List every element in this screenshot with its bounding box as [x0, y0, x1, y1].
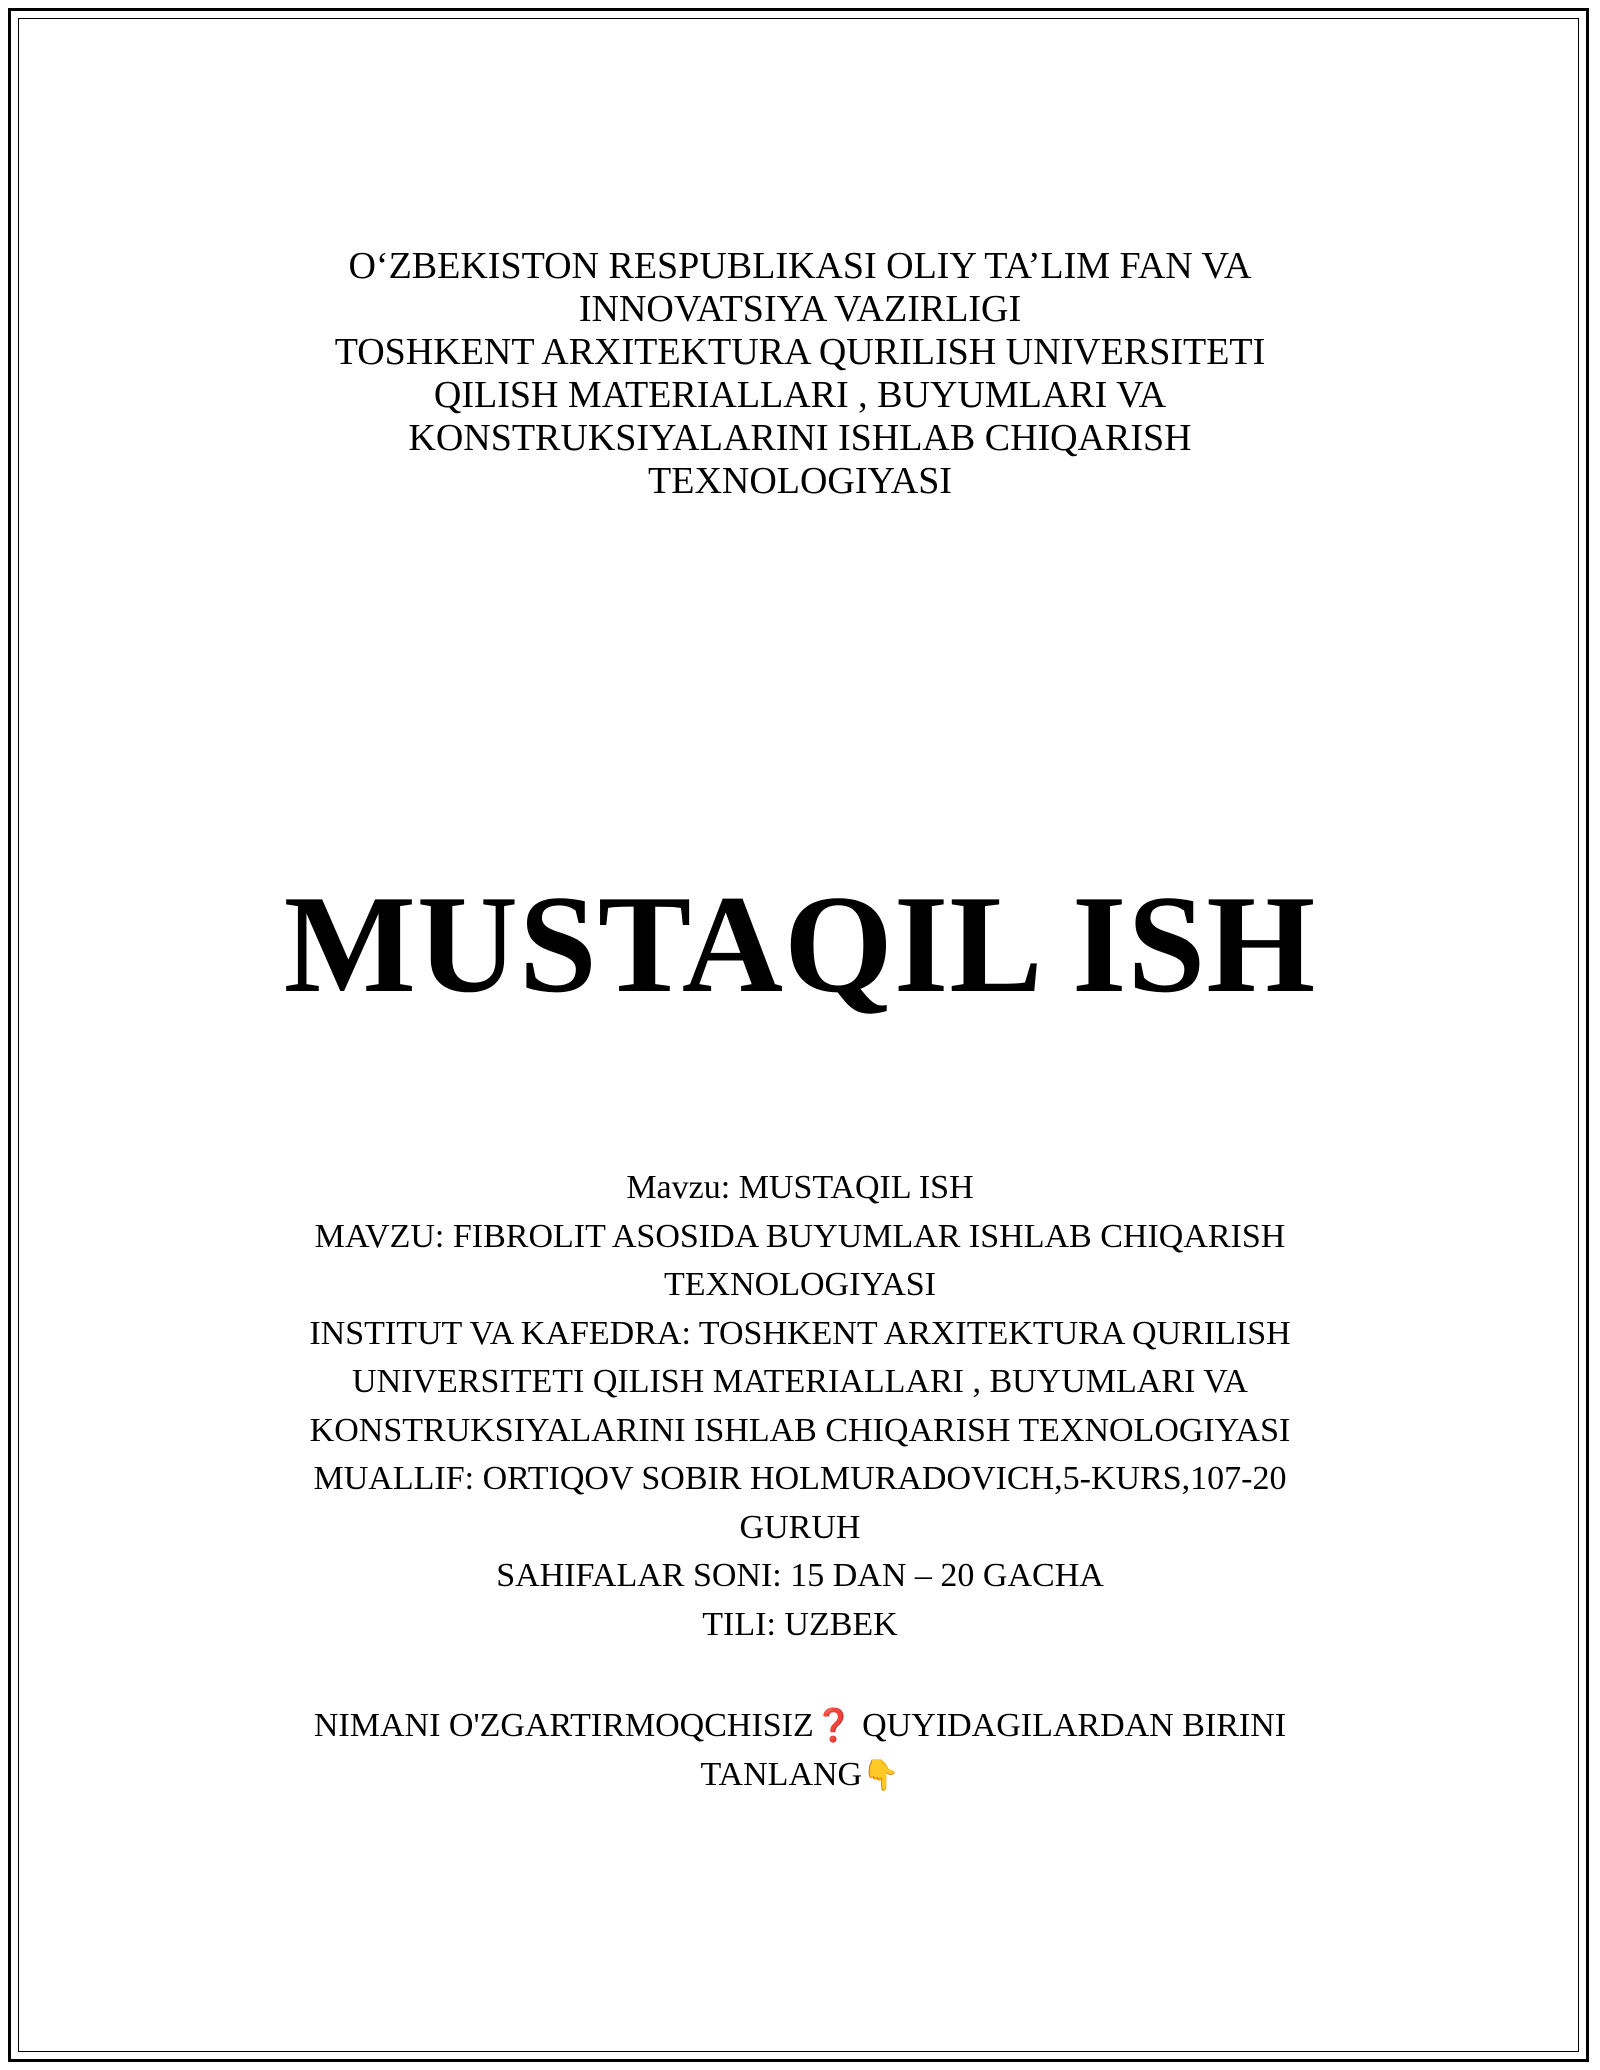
details-line: INSTITUT VA KAFEDRA: TOSHKENT ARXITEKTURA QURILISH: [309, 1314, 1291, 1352]
header-line: QILISH MATERIALLARI , BUYUMLARI VA: [433, 374, 1167, 416]
prompt-text: QUYIDAGILARDAN BIRINI: [853, 1707, 1287, 1744]
work-details: [0, 1164, 1600, 1649]
pointing-down-icon: 👇: [862, 1757, 900, 1793]
header-line: O‘ZBEKISTON RESPUBLIKASI OLIY TA’LIM FAN VA: [348, 245, 1252, 287]
header-line: TOSHKENT ARXITEKTURA QURILISH UNIVERSITETI: [334, 331, 1266, 373]
choice-prompt: [0, 1701, 1600, 1800]
prompt-text: TANLANG: [700, 1755, 863, 1793]
header-line: TEXNOLOGIYASI: [648, 460, 952, 502]
header-line: KONSTRUKSIYALARINI ISHLAB CHIQARISH: [408, 417, 1192, 459]
ministry-header: [0, 245, 1600, 503]
prompt-line-2: [0, 1751, 1600, 1801]
details-line: UNIVERSITETI QILISH MATERIALLARI , BUYUMLARI VA: [352, 1363, 1248, 1400]
details-line: MUALLIF: ORTIQOV SOBIR HOLMURADOVICH,5-KURS,107-20: [313, 1460, 1287, 1497]
details-line: KONSTRUKSIYALARINI ISHLAB CHIQARISH TEXNOLOGIYASI: [309, 1411, 1291, 1449]
details-line: TILI: UZBEK: [702, 1605, 898, 1643]
details-line: TEXNOLOGIYASI: [664, 1266, 936, 1303]
details-line: SAHIFALAR SONI: 15 DAN – 20 GACHA: [496, 1557, 1104, 1594]
header-line: INNOVATSIYA VAZIRLIGI: [578, 288, 1022, 330]
details-line: MAVZU: FIBROLIT ASOSIDA BUYUMLAR ISHLAB CHIQARISH: [314, 1217, 1286, 1255]
question-mark-icon: ❓: [813, 1706, 854, 1744]
document-title: MUSTAQIL ISH: [283, 867, 1317, 1022]
prompt-text: NIMANI O'ZGARTIRMOQCHISIZ: [313, 1707, 814, 1744]
prompt-line-1: [0, 1701, 1600, 1751]
details-line: Mavzu: MUSTAQIL ISH: [626, 1169, 974, 1206]
details-line: GURUH: [739, 1508, 861, 1546]
